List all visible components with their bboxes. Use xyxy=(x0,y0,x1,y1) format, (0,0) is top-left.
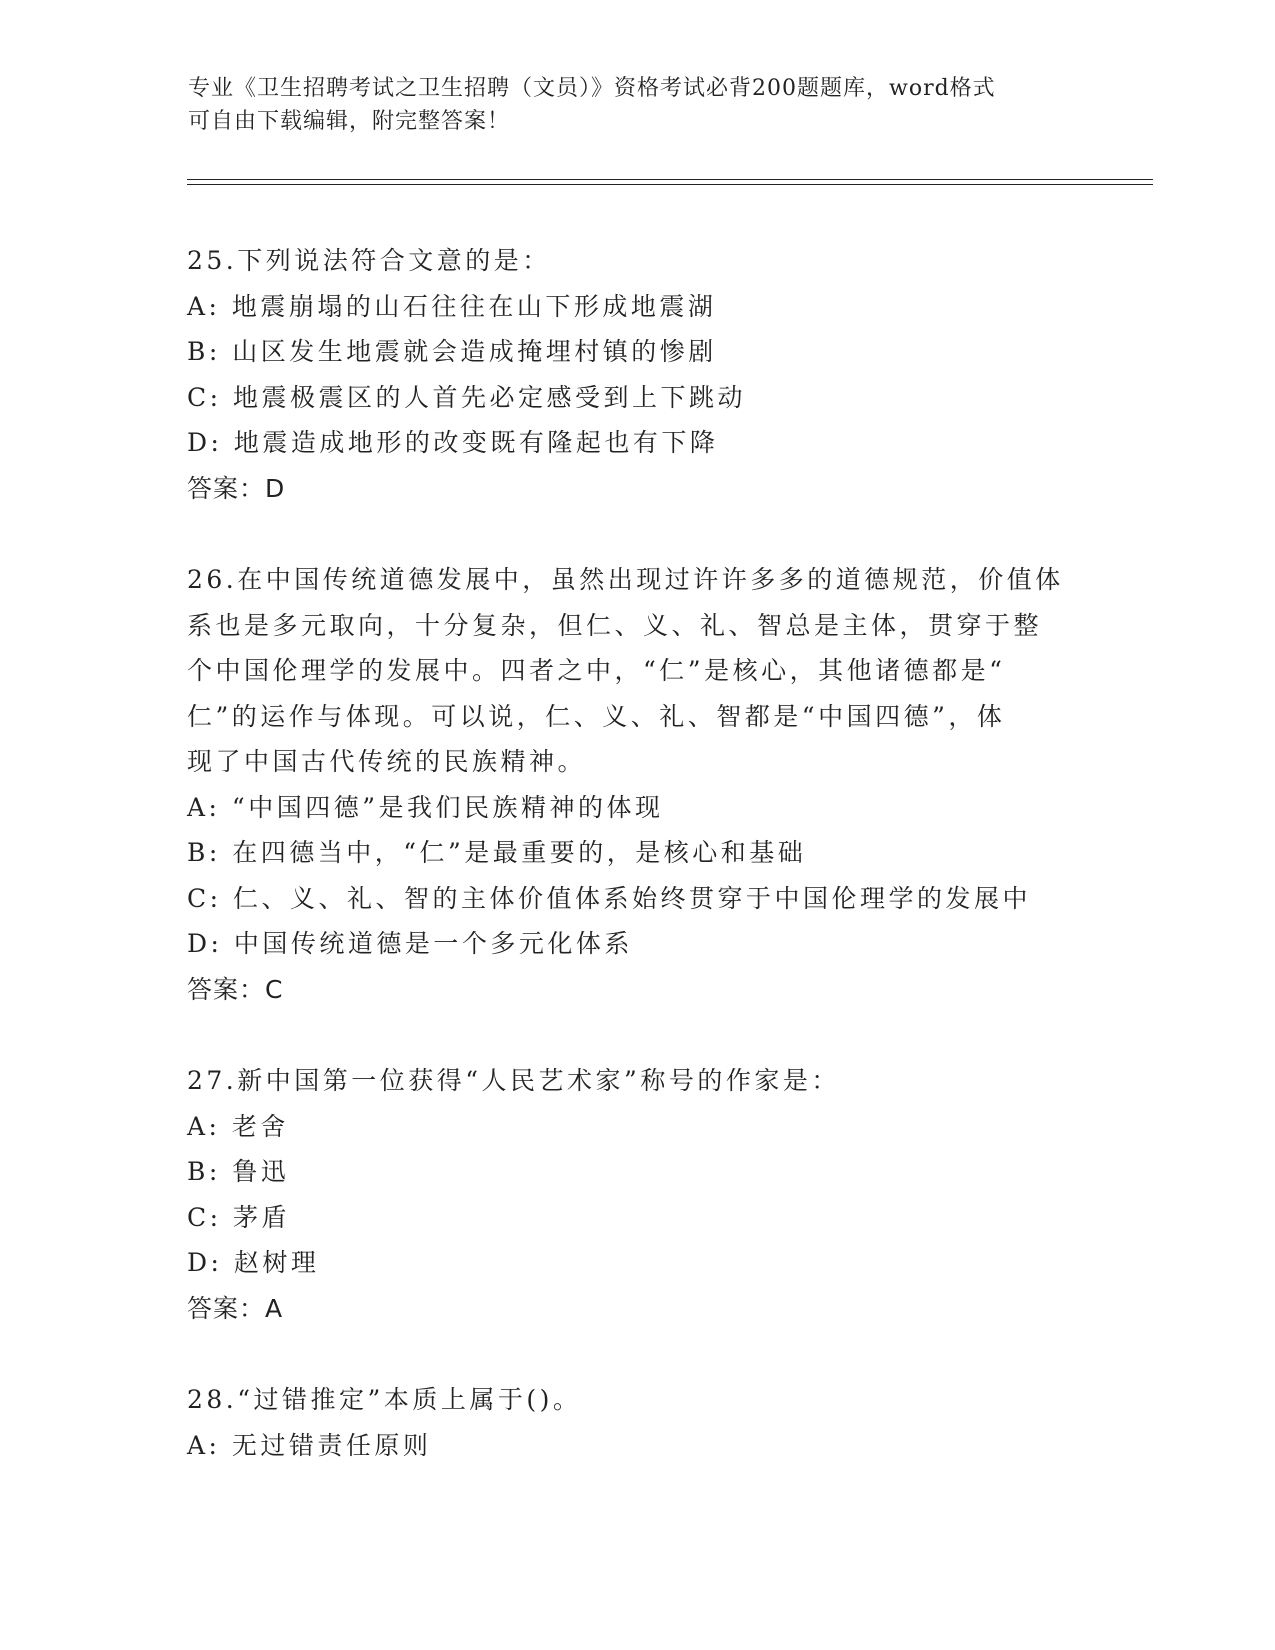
question-27 xyxy=(187,1058,1087,1331)
question-list xyxy=(187,238,1087,1514)
question-28 xyxy=(187,1377,1087,1468)
option-a: A: 地震崩塌的山石往往在山下形成地震湖 xyxy=(187,291,717,321)
question-stem: 28.“过错推定”本质上属于()。 xyxy=(187,1385,582,1414)
option-b: B: 鲁迅 xyxy=(187,1157,290,1186)
option-b: B: 山区发生地震就会造成掩埋村镇的惨剧 xyxy=(187,337,717,366)
header-line-2: 可自由下载编辑，附完整答案！ xyxy=(188,109,511,134)
answer-label: 答案：D xyxy=(187,473,286,503)
question-26 xyxy=(187,557,1087,1012)
option-b: B: 在四德当中，“仁”是最重要的，是核心和基础 xyxy=(187,838,807,867)
option-a: A: 老舍 xyxy=(187,1111,289,1141)
question-stem-line: 个中国伦理学的发展中。四者之中，“仁”是核心，其他诸德都是“ xyxy=(187,656,1006,685)
question-stem-line: 现了中国古代传统的民族精神。 xyxy=(187,747,587,776)
answer-label: 答案：C xyxy=(187,974,284,1004)
option-c: C: 仁、义、礼、智的主体价值体系始终贯穿于中国伦理学的发展中 xyxy=(187,883,1032,913)
option-d: D: 中国传统道德是一个多元化体系 xyxy=(187,929,633,958)
option-c: C: 地震极震区的人首先必定感受到上下跳动 xyxy=(187,382,746,412)
question-25 xyxy=(187,238,1087,511)
option-a: A: “中国四德”是我们民族精神的体现 xyxy=(187,792,664,822)
answer-label: 答案：A xyxy=(187,1293,284,1323)
option-a: A: 无过错责任原则 xyxy=(187,1430,432,1460)
question-stem-line: 26.在中国传统道德发展中，虽然出现过许许多多的道德规范，价值体 xyxy=(187,565,1064,594)
header-line-1: 专业《卫生招聘考试之卫生招聘（文员）》资格考试必背200题题库，word格式 xyxy=(188,76,996,101)
question-stem-line: 系也是多元取向，十分复杂，但仁、义、礼、智总是主体，贯穿于整 xyxy=(187,610,1043,640)
document-header xyxy=(188,72,1068,138)
header-divider xyxy=(187,179,1153,185)
question-stem: 27.新中国第一位获得“人民艺术家”称号的作家是： xyxy=(187,1066,840,1095)
question-stem-line: 仁”的运作与体现。可以说，仁、义、礼、智都是“中国四德”，体 xyxy=(187,701,1006,731)
question-stem: 25.下列说法符合文意的是： xyxy=(187,246,551,275)
option-d: D: 赵树理 xyxy=(187,1248,320,1277)
option-d: D: 地震造成地形的改变既有隆起也有下降 xyxy=(187,428,719,457)
option-c: C: 茅盾 xyxy=(187,1202,290,1232)
